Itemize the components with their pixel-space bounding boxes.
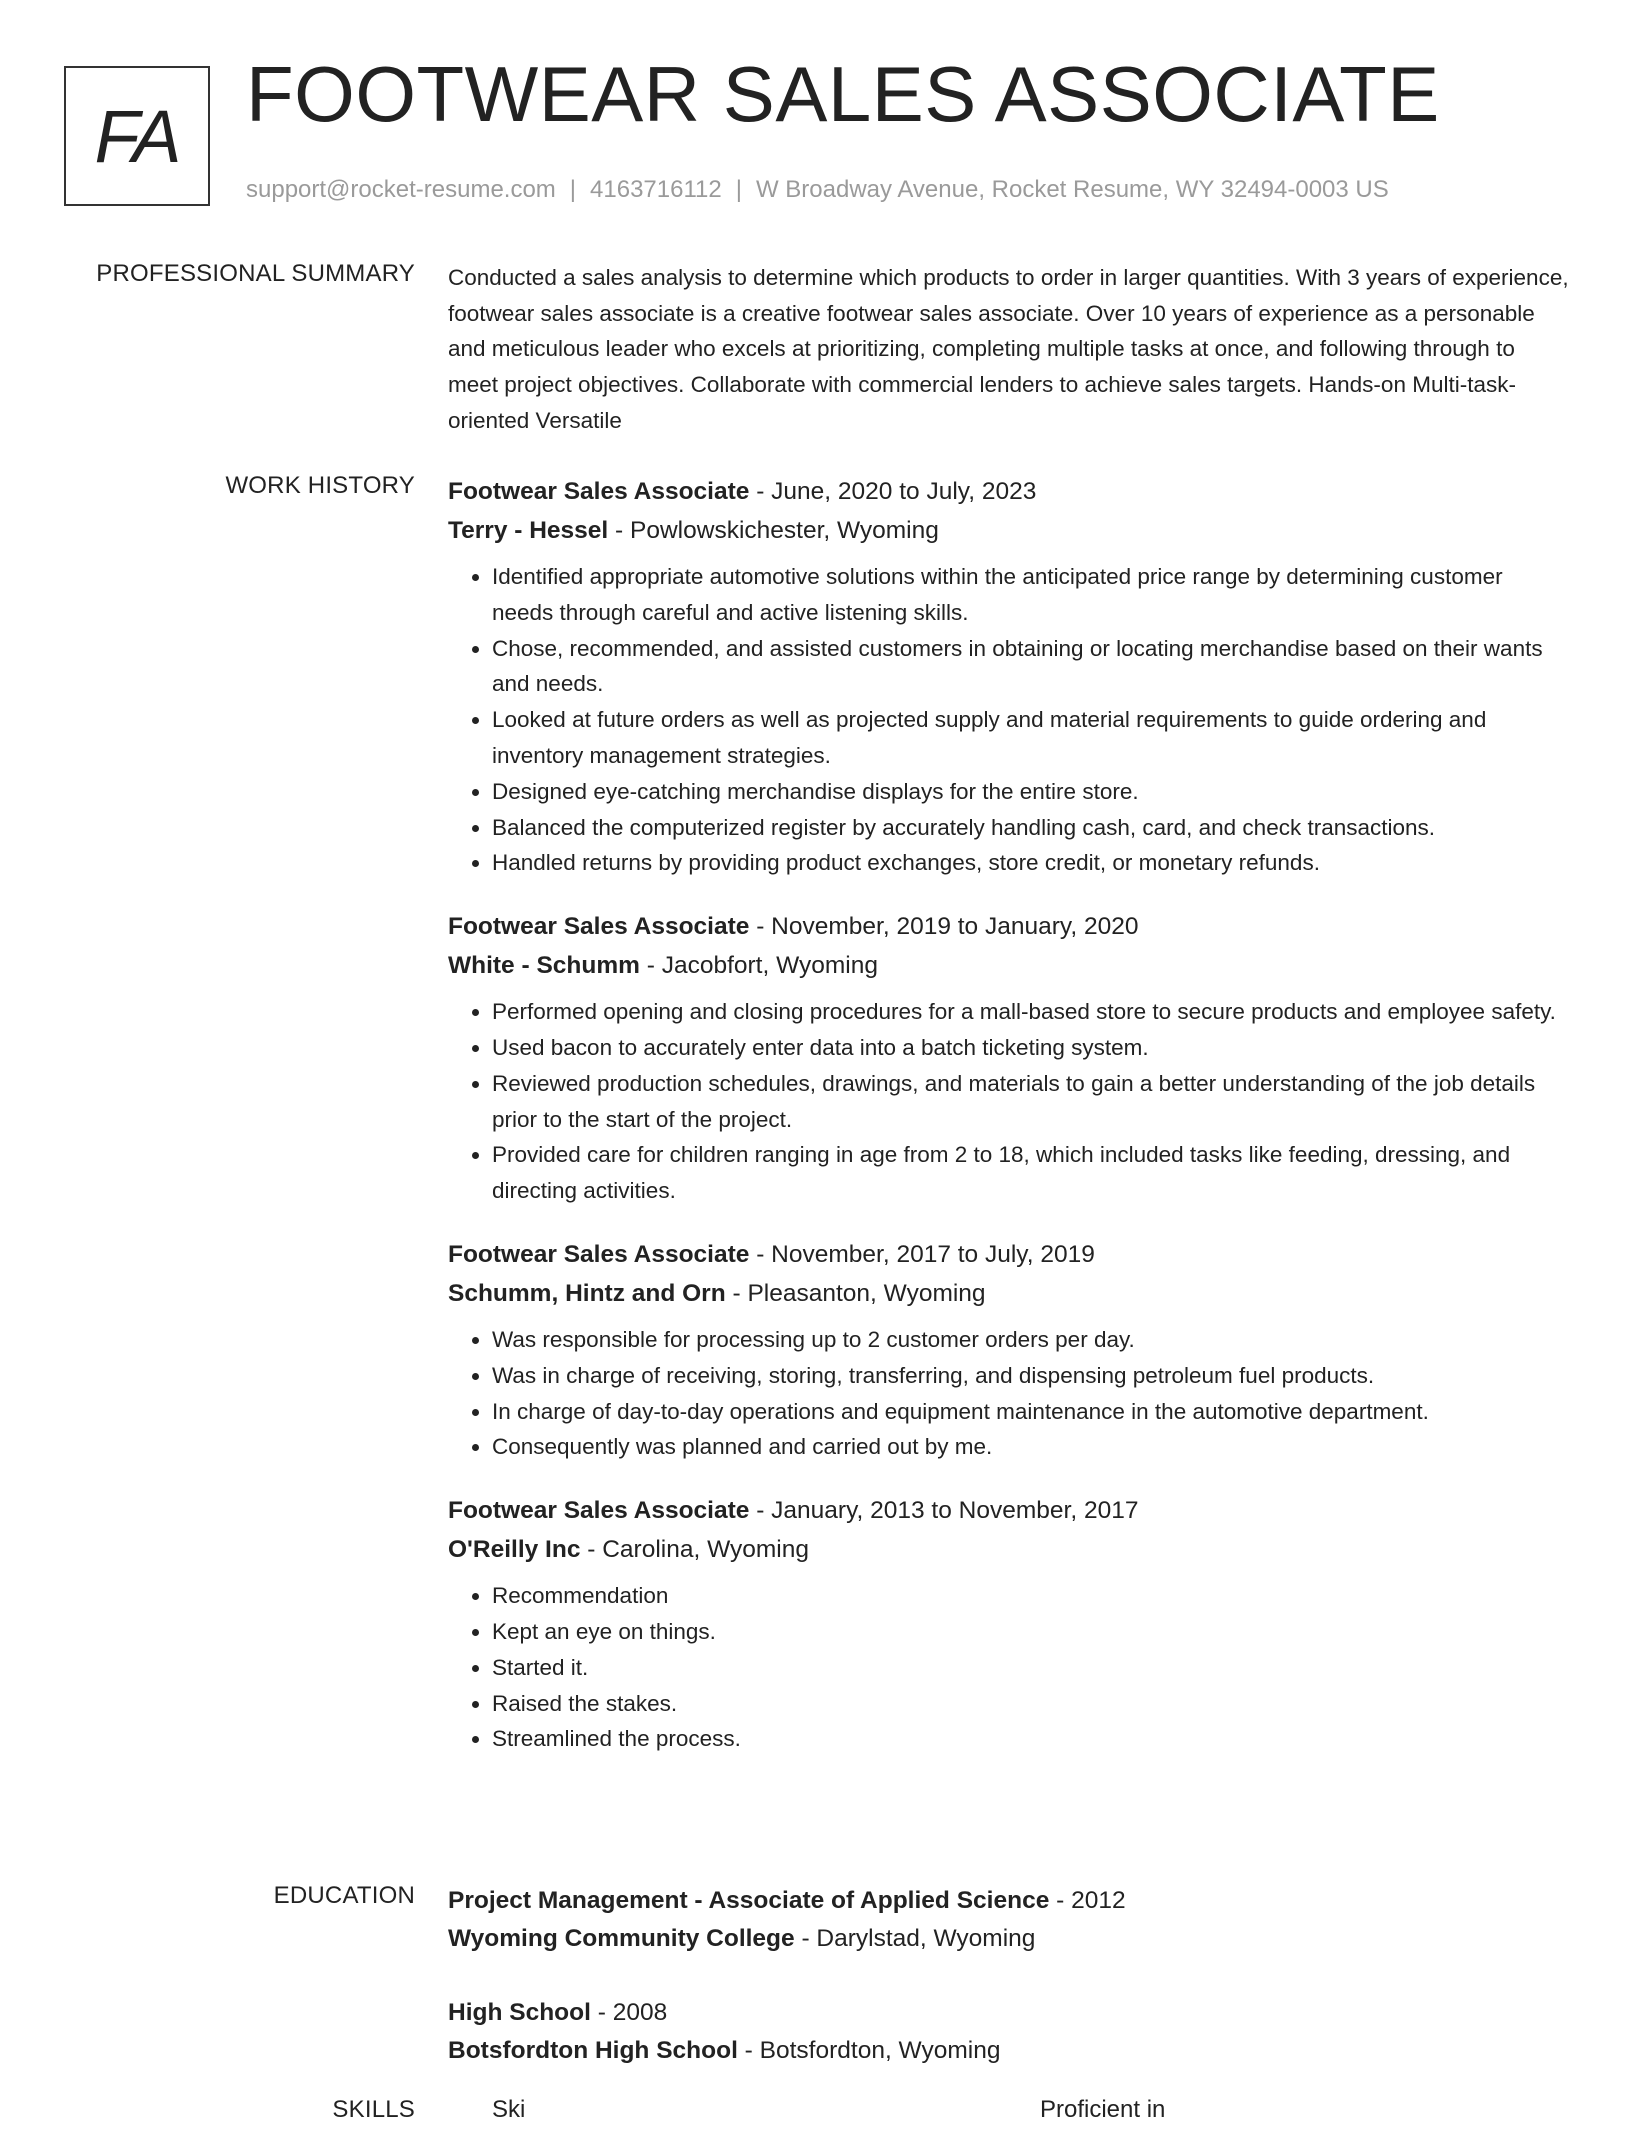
skill-item: Ski: [492, 2096, 526, 2123]
job-title-line: [448, 1491, 1570, 1530]
job-company: Schumm, Hintz and Orn: [448, 1279, 726, 1307]
contact-separator: |: [735, 176, 742, 203]
job-entry: [448, 1491, 1570, 1757]
resume-title: FOOTWEAR SALES ASSOCIATE: [246, 50, 1440, 138]
education-degree-line: [448, 1882, 1570, 1920]
contact-separator: |: [569, 176, 577, 203]
education-label: EDUCATION: [273, 1882, 415, 1909]
job-bullet: • Designed eye-catching merchandise displays for the entire store.: [492, 774, 1570, 810]
education-location: - Botsfordton, Wyoming: [737, 2037, 1001, 2064]
job-bullet: • In charge of day-to-day operations and equipment maintenance in the automotive department.: [492, 1394, 1570, 1430]
job-entry: [448, 907, 1570, 1209]
job-bullet: • Identified appropriate automotive solutions within the anticipated price range by determining customer needs through careful and active listening skills.: [492, 559, 1570, 631]
education-school: Botsfordton High School: [448, 2037, 738, 2064]
job-location: - Powlowskichester, Wyoming: [608, 517, 939, 544]
job-title-line: [448, 1235, 1570, 1274]
job-bullet: • Looked at future orders as well as projected supply and material requirements to guide ordering and inventory management strategies.: [492, 702, 1570, 774]
job-bullet: • Chose, recommended, and assisted customers in obtaining or locating merchandise based on their wants and needs.: [492, 631, 1570, 703]
job-company: Terry - Hessel: [448, 517, 609, 544]
skills-row: [448, 2096, 1570, 2136]
contact-phone: 4163716112: [590, 176, 722, 203]
education-school-line: [448, 1920, 1570, 1958]
job-bullet: • Performed opening and closing procedures for a mall-based store to secure products and employee safety.: [492, 994, 1570, 1030]
job-bullet: • Consequently was planned and carried out by me.: [492, 1429, 1570, 1465]
job-location: - Pleasanton, Wyoming: [725, 1279, 986, 1307]
skills-label: SKILLS: [332, 2096, 415, 2123]
education-location: - Darylstad, Wyoming: [794, 1925, 1036, 1952]
education-school: Wyoming Community College: [448, 1925, 795, 1952]
job-dates: - June, 2020 to July, 2023: [749, 478, 1037, 505]
job-bullet: • Provided care for children ranging in age from 2 to 18, which included tasks like feeding, dressing, and directing activities.: [492, 1137, 1570, 1209]
education-year: - 2008: [590, 1999, 668, 2026]
job-bullets: [448, 559, 1570, 881]
job-bullets: [448, 1322, 1570, 1465]
initials-monogram: [64, 66, 210, 206]
job-dates: - November, 2017 to July, 2019: [749, 1240, 1095, 1268]
job-company-line: [448, 1530, 1570, 1569]
education-degree: High School: [448, 1999, 591, 2026]
skill-item: Proficient in: [1040, 2096, 1166, 2123]
job-bullet: • Streamlined the process.: [492, 1721, 1570, 1757]
job-title-line: [448, 907, 1570, 946]
summary-label: PROFESSIONAL SUMMARY: [96, 260, 415, 287]
job-location: - Carolina, Wyoming: [580, 1536, 809, 1564]
job-title-line: [448, 472, 1570, 511]
work-history-label: WORK HISTORY: [225, 472, 415, 499]
job-title: Footwear Sales Associate: [448, 913, 750, 941]
job-location: - Jacobfort, Wyoming: [639, 952, 878, 980]
initials-text: FA: [94, 94, 180, 178]
education-degree: Project Management - Associate of Applied Science: [448, 1887, 1050, 1914]
summary-text: Conducted a sales analysis to determine which products to order in larger quantities. With 3 years of experience, footwear sales associate is a creative footwear sales associate. Over 10 years of experience as a personable and meticulous leader who excels at prioritizing, completing multiple tasks at once, and following through to meet project objectives. Collaborate with commercial lenders to achieve sales targets. Hands-on Multi-task-oriented Versatile: [448, 265, 1569, 433]
education-year: - 2012: [1049, 1887, 1126, 1914]
job-entry: [448, 472, 1570, 881]
education-school-line: [448, 2032, 1570, 2070]
education-degree-line: [448, 1994, 1570, 2032]
job-company-line: [448, 1274, 1570, 1313]
contact-line: [246, 176, 1389, 204]
job-bullet: • Raised the stakes.: [492, 1686, 1570, 1722]
job-bullets: [448, 1578, 1570, 1757]
job-dates: - January, 2013 to November, 2017: [749, 1497, 1139, 1525]
job-dates: - November, 2019 to January, 2020: [749, 913, 1139, 941]
job-bullet: • Reviewed production schedules, drawings, and materials to gain a better understanding of the job details prior to the start of the project.: [492, 1066, 1570, 1138]
job-bullet: • Was in charge of receiving, storing, transferring, and dispensing petroleum fuel products.: [492, 1358, 1570, 1394]
job-entry: [448, 1235, 1570, 1465]
job-bullet: • Balanced the computerized register by accurately handling cash, card, and check transactions.: [492, 810, 1570, 846]
job-bullet: • Was responsible for processing up to 2 customer orders per day.: [492, 1322, 1570, 1358]
education-entry: [448, 1994, 1570, 2070]
job-bullet: • Kept an eye on things.: [492, 1614, 1570, 1650]
job-bullet: • Handled returns by providing product exchanges, store credit, or monetary refunds.: [492, 845, 1570, 881]
job-company-line: [448, 511, 1570, 550]
education-entry: [448, 1882, 1570, 1958]
job-title: Footwear Sales Associate: [448, 1240, 750, 1268]
job-bullets: [448, 994, 1570, 1209]
job-title: Footwear Sales Associate: [448, 478, 750, 505]
job-bullet: • Recommendation: [492, 1578, 1570, 1614]
job-company: O'Reilly Inc: [448, 1536, 581, 1564]
contact-address: W Broadway Avenue, Rocket Resume, WY 32494-0003 US: [755, 176, 1389, 203]
job-company: White - Schumm: [448, 952, 640, 980]
job-bullet: • Started it.: [492, 1650, 1570, 1686]
job-title: Footwear Sales Associate: [448, 1497, 750, 1525]
job-company-line: [448, 946, 1570, 985]
contact-email: support@rocket-resume.com: [246, 176, 556, 203]
job-bullet: • Used bacon to accurately enter data into a batch ticketing system.: [492, 1030, 1570, 1066]
